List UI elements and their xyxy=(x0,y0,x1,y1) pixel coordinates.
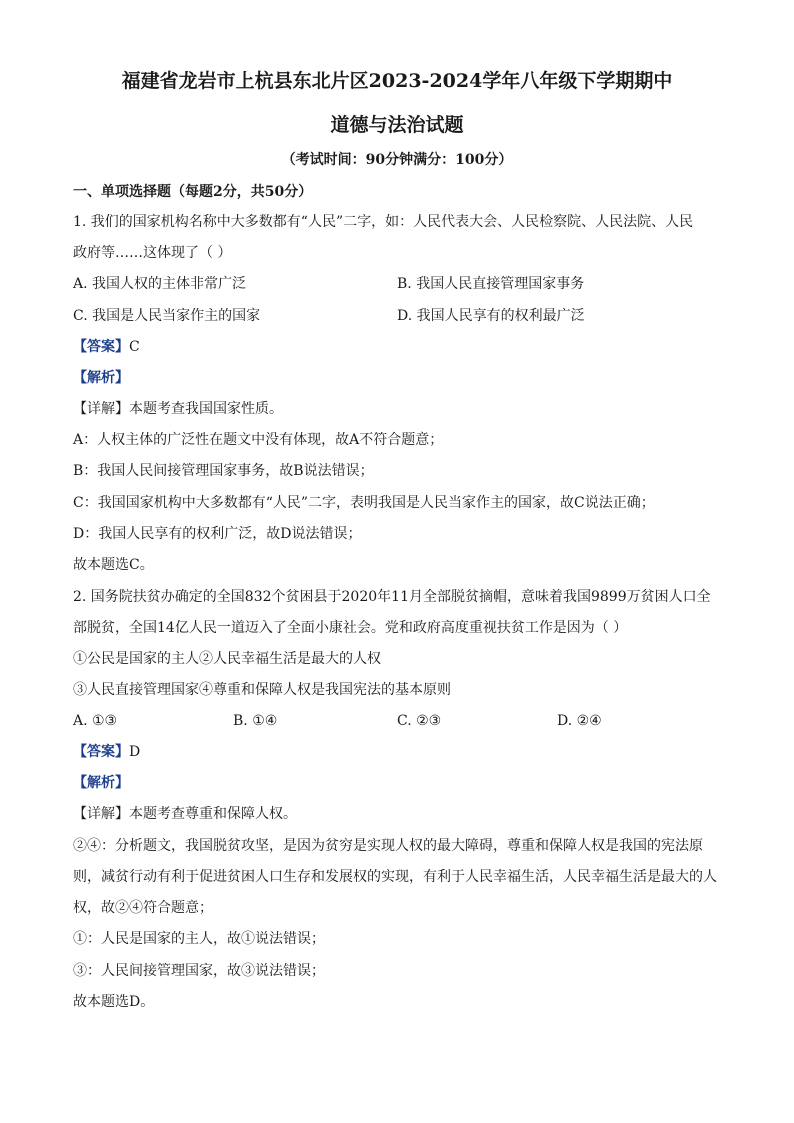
q2-explanation-3: ③：人民间接管理国家，故③说法错误； xyxy=(73,963,325,979)
q2-answer-value: D xyxy=(129,744,141,760)
q1-analysis-tag: 【解析】 xyxy=(73,370,129,386)
q1-explanation-b: B：我国人民间接管理国家事务，故B说法错误； xyxy=(73,463,374,479)
q1-analysis-heading xyxy=(73,368,129,388)
q1-detail-text: 本题考查我国国家性质。 xyxy=(129,401,283,417)
q2-detail xyxy=(73,804,297,824)
q1-detail-tag: 【详解】 xyxy=(73,401,129,417)
q1-stem-line1: 1. 我们的国家机构名称中大多数都有“人民”二字，如：人民代表大会、人民检察院、人民法院、人民 xyxy=(73,214,694,230)
q1-explanation-d: D：我国人民享有的权利广泛，故D说法错误； xyxy=(73,526,362,542)
q1-stem-line2: 政府等……这体现了（ ） xyxy=(73,245,232,261)
q2-explanation-24-line1: ②④：分析题文，我国脱贫攻坚，是因为贫穷是实现人权的最大障碍，尊重和保障人权是我国的宪法原 xyxy=(73,838,703,854)
q2-option-a: A. ①③ xyxy=(73,713,118,729)
q2-analysis-heading xyxy=(73,773,129,793)
q2-explanation-24-line3: 权，故②④符合题意； xyxy=(73,900,213,916)
q1-conclusion: 故本题选C。 xyxy=(73,557,154,573)
q1-answer-tag: 【答案】 xyxy=(73,339,129,355)
exam-info: （考试时间：90分钟满分：100分） xyxy=(281,152,513,168)
exam-title-line1: 福建省龙岩市上杭县东北片区2023-2024学年八年级下学期期中 xyxy=(121,70,673,92)
q2-conclusion: 故本题选D。 xyxy=(73,994,155,1010)
q1-explanation-a: A：人权主体的广泛性在题文中没有体现，故A不符合题意； xyxy=(73,432,444,448)
q2-stem-line2: 部脱贫，全国14亿人民一道迈入了全面小康社会。党和政府高度重视扶贫工作是因为（ ） xyxy=(73,620,628,636)
q1-option-d: D. 我国人民享有的权利最广泛 xyxy=(397,308,585,324)
q1-explanation-c: C：我国国家机构中大多数都有“人民”二字，表明我国是人民当家作主的国家，故C说法正确； xyxy=(73,495,655,511)
q2-explanation-24-line2: 则，减贫行动有利于促进贫困人口生存和发展权的实现，有利于人民幸福生活，人民幸福生活是最大的人 xyxy=(73,869,717,885)
q1-option-b: B. 我国人民直接管理国家事务 xyxy=(397,276,585,292)
q2-stem-line1: 2. 国务院扶贫办确定的全国832个贫困县于2020年11月全部脱贫摘帽，意味着我国9899万贫困人口全 xyxy=(73,589,711,605)
q2-detail-tag: 【详解】 xyxy=(73,806,129,822)
q2-analysis-tag: 【解析】 xyxy=(73,775,129,791)
q1-answer-value: C xyxy=(129,339,140,355)
q2-detail-text: 本题考查尊重和保障人权。 xyxy=(129,806,297,822)
q2-answer xyxy=(73,742,140,762)
q1-answer xyxy=(73,337,140,357)
exam-title-line2: 道德与法治试题 xyxy=(330,114,464,136)
q2-statements-line1: ①公民是国家的主人②人民幸福生活是最大的人权 xyxy=(73,651,381,667)
q1-detail xyxy=(73,399,283,419)
q1-option-c: C. 我国是人民当家作主的国家 xyxy=(73,308,261,324)
q2-option-c: C. ②③ xyxy=(397,713,442,729)
q2-statements-line2: ③人民直接管理国家④尊重和保障人权是我国宪法的基本原则 xyxy=(73,682,451,698)
q1-option-a: A. 我国人权的主体非常广泛 xyxy=(73,276,247,292)
q2-option-b: B. ①④ xyxy=(233,713,278,729)
q2-option-d: D. ②④ xyxy=(557,713,602,729)
section-heading: 一、单项选择题（每题2分，共50分） xyxy=(73,184,313,200)
q2-explanation-1: ①：人民是国家的主人，故①说法错误； xyxy=(73,931,325,947)
q2-answer-tag: 【答案】 xyxy=(73,744,129,760)
